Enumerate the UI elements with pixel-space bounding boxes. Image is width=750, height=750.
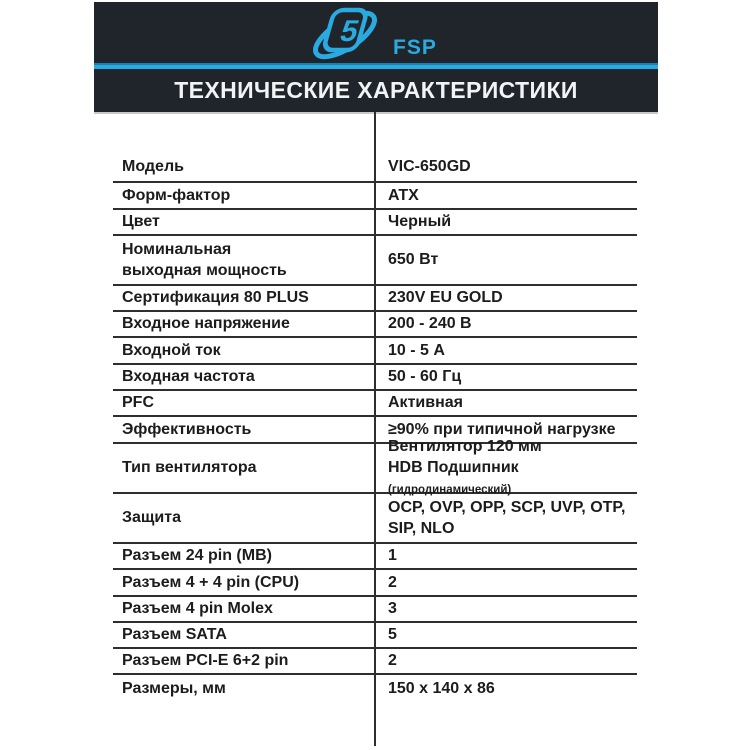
spec-value: 1 [388, 547, 397, 564]
page-title: ТЕХНИЧЕСКИЕ ХАРАКТЕРИСТИКИ [174, 77, 578, 103]
title-zone [94, 69, 658, 112]
spec-label: Цвет [122, 213, 160, 230]
spec-value: 10 - 5 А [388, 341, 445, 359]
spec-value: 2 [388, 573, 397, 591]
spec-label: Разъем 4 pin Molex [122, 600, 273, 617]
spec-value: 50 - 60 Гц [388, 368, 462, 385]
spec-label: Размеры, мм [122, 680, 226, 697]
spec-value: Черный [388, 213, 452, 230]
spec-label: Сертификация 80 PLUS [122, 289, 309, 306]
spec-value: 650 Вт [388, 251, 439, 268]
spec-label: Защита [122, 509, 181, 526]
svg-text:5: 5 [336, 14, 363, 48]
spec-value: 2 [388, 652, 397, 669]
spec-label: Разъем SATA [122, 626, 227, 643]
spec-label: Модель [122, 158, 184, 175]
spec-value: 150 x 140 x 86 [388, 680, 495, 697]
spec-value: ATX [388, 186, 419, 204]
spec-value-note: (гидродинамический) [388, 483, 512, 496]
spec-label: Разъем 24 pin (MB) [122, 547, 272, 564]
spec-label: Форм-фактор [122, 186, 231, 204]
spec-value: 5 [388, 626, 397, 643]
header-panel [94, 2, 658, 114]
spec-label: Входная частота [122, 368, 255, 385]
brand-text: FSP [393, 36, 437, 59]
spec-value: VIC-650GD [388, 158, 471, 175]
fsp-logo-icon [301, 5, 451, 61]
spec-value: 230V EU GOLD [388, 289, 503, 306]
spec-label: Разъем 4 + 4 pin (CPU) [122, 573, 300, 591]
spec-value: OCP, OVP, OPP, SCP, UVP, OTP, SIP, NLO [388, 499, 626, 537]
spec-value: Активная [388, 394, 463, 411]
spec-label: Входной ток [122, 341, 221, 359]
spec-value: 200 - 240 В [388, 315, 472, 332]
logo-emblem-icon [323, 10, 367, 50]
spec-label: Номинальная выходная мощность [122, 241, 287, 279]
logo-zone [94, 2, 658, 64]
spec-value: Вентилятор 120 мм HDB Подшипник (гидродинамический) [388, 437, 542, 496]
spec-label: Входное напряжение [122, 315, 290, 332]
column-divider [374, 112, 376, 746]
spec-value: 3 [388, 600, 397, 617]
spec-value: ≥90% при типичной нагрузке [388, 420, 616, 438]
spec-label: PFC [122, 394, 154, 411]
spec-label: Эффективность [122, 420, 252, 438]
spec-label: Тип вентилятора [122, 459, 257, 476]
spec-label: Разъем PCI-E 6+2 pin [122, 652, 289, 669]
